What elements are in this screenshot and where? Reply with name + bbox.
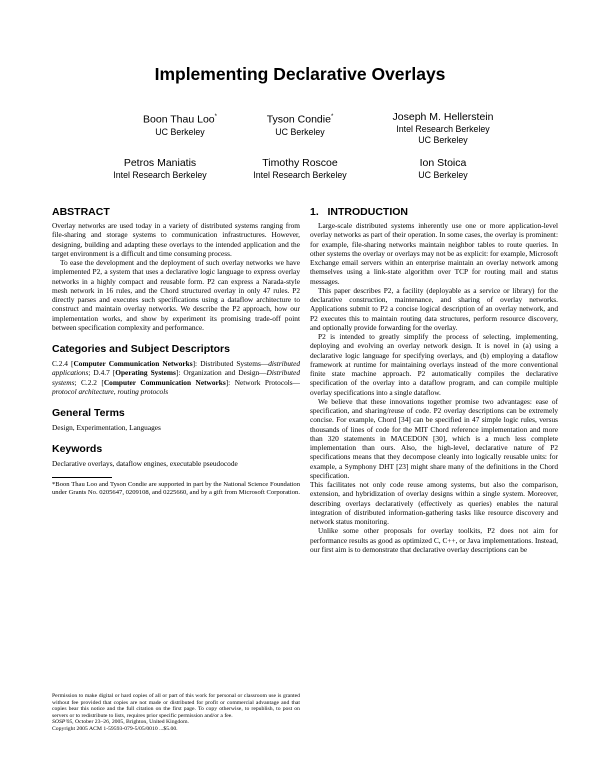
author-name: Joseph M. Hellerstein xyxy=(392,111,494,123)
author-affiliation-secondary: UC Berkeley xyxy=(418,135,468,145)
categories-text: C.2.4 [Computer Communication Networks]: Distributed Systems—distributed applications; D.4.7 [Operating Systems]: Organization and Design—Distributed systems; C.2.2 [Computer Communication Networks]: Network Protocols—protocol architecture, routing protocols xyxy=(52,359,301,396)
venue-name: SOSP'05, xyxy=(52,719,74,726)
paper-title: Implementing Declarative Overlays xyxy=(154,64,446,84)
intro-paragraph: This paper describes P2, a facility (deployable as a service or library) for the declarative construction, maintenance, and sharing of overlay networks. Applications submit to P2 a concise logical description of an overlay network, and P2 executes this to maintain routing data structures, perform resource discovery, and optionally provide forwarding for the overlay. xyxy=(310,285,558,332)
abstract-paragraph: To ease the development and the deployment of such overlay networks we have implemented P2, a system that uses a declarative logic language to express overlay networks in a highly compact and reusable form. P2 can express a Narada-style mesh network in 16 rules, and the Chord structured overlay in only 47 rules. P2 directly parses and executes such specifications using a dataflow architecture to construct and maintain overlay networks. We describe the P2 approach, how our implementation works, and show by experiment its promising trade-off point between specification complexity and performance. xyxy=(52,258,300,332)
introduction-heading: 1. INTRODUCTION xyxy=(310,206,409,218)
permission-text: Permission to make digital or hard copies of all or part of this work for personal or classroom use is granted without fee provided that copies are not made or distributed for profit or commercial advantage and that copies bear this notice and the full citation on the first page. To copy otherwise, to republish, to post on servers or to redistribute to lists, requires prior specific permission and/or a fee. xyxy=(52,693,300,719)
intro-paragraph: Unlike some other proposals for overlay toolkits, P2 does not aim for performance results as good as optimized C, C++, or Java implementations. Instead, our first aim is to demonstrate that declarative overlay descriptions can be xyxy=(310,526,558,554)
author-affiliation: Intel Research Berkeley xyxy=(113,170,207,180)
right-column xyxy=(310,206,558,554)
intro-paragraph: P2 is intended to greatly simplify the process of selecting, implementing, deploying and evolving an overlay network design. It is novel in (a) using a declarative logic language for specifying overlays, and (b) employing a dataflow framework at runtime for maintaining overlays instead of the more conventional finite state machine approach. P2 automatically compiles the declarative specification of the overlay into a dataflow program, and can compile multiple overlay specifications into a single dataflow. xyxy=(310,332,558,397)
author-name: Boon Thau Loo xyxy=(143,113,215,126)
left-column xyxy=(52,206,300,497)
general-terms-heading: General Terms xyxy=(52,407,125,419)
author-name: Ion Stoica xyxy=(419,157,467,169)
copyright-line: Copyright 2005 ACM 1-59593-079-5/05/0010 ...$5.00. xyxy=(52,725,178,732)
author-name: Tyson Condie xyxy=(266,113,331,126)
footnote: *Boon Thau Loo and Tyson Condie are supported in part by the National Science Foundation under Grants No. 0205647, 0209108, and 0225660, and by a gift from Microsoft Corporation. xyxy=(52,480,300,496)
categories-heading: Categories and Subject Descriptors xyxy=(52,343,230,355)
abstract-heading: ABSTRACT xyxy=(52,206,110,218)
author-affiliation: UC Berkeley xyxy=(418,170,468,180)
intro-paragraph: This facilitates not only code reuse among systems, but also the comparison, extension, and hybridization of overlay designs within a single system. Moreover, describing overlays declaratively (effectively as queries) enables the natural integration of distributed information-gathering tasks like resource discovery and network status monitoring. xyxy=(310,480,558,526)
author-affiliation: UC Berkeley xyxy=(275,126,325,137)
author-affiliation: UC Berkeley xyxy=(155,126,205,137)
author-affiliation: Intel Research Berkeley xyxy=(253,170,347,180)
author-mark: * xyxy=(214,114,217,120)
keywords-heading: Keywords xyxy=(52,443,103,456)
author-affiliation: Intel Research Berkeley xyxy=(396,124,490,134)
keywords-text: Declarative overlays, dataflow engines, executable pseudocode xyxy=(52,459,238,469)
author-3 xyxy=(353,110,533,146)
intro-paragraph: We believe that these innovations together promise two advantages: ease of specification, and sharing/reuse of code. P2 overlay descriptions can be extremely concise. For example, Chord [34] can be specified in 47 simple logic rules, versus thousands of lines of code for the MIT Chord reference implementation and more than 320 statements in MACEDON [30], which is a much less complete implementation than ours. Also, the high-level, declarative nature of P2 specifications means that they decompose cleanly into logically reusable units: for example, a Symphony DHT [23] might share many of the definitions in the Chord specification. xyxy=(310,396,558,480)
author-mark: * xyxy=(330,114,334,120)
author-name: Petros Maniatis xyxy=(123,157,197,169)
intro-paragraph: Large-scale distributed systems inherently use one or more application-level overlay networks as part of their operation. In some cases, the overlay is prominent: for example, file-sharing networks maintain neighbor tables to route queries. In other systems the overlay or overlays may not be as explicit: for example, Microsoft Exchange email servers within an enterprise maintain an overlay network among themselves using a link-state algorithm over TCP for routing mail and status messages. xyxy=(310,221,558,286)
author-name: Timothy Roscoe xyxy=(262,157,338,169)
general-terms-text: Design, Experimentation, Languages xyxy=(52,423,161,432)
author-6 xyxy=(353,156,533,181)
abstract-paragraph: Overlay networks are used today in a variety of distributed systems ranging from file-sharing and storage systems to communication infrastructures. However, designing, building and adapting these overlays to the intended application and the target environment is a difficult and time consuming process. xyxy=(52,221,300,258)
permission-notice xyxy=(52,693,300,733)
footnote-rule xyxy=(52,477,112,478)
venue-details: October 23–26, 2005, Brighton, United Kingdom. xyxy=(73,719,189,726)
